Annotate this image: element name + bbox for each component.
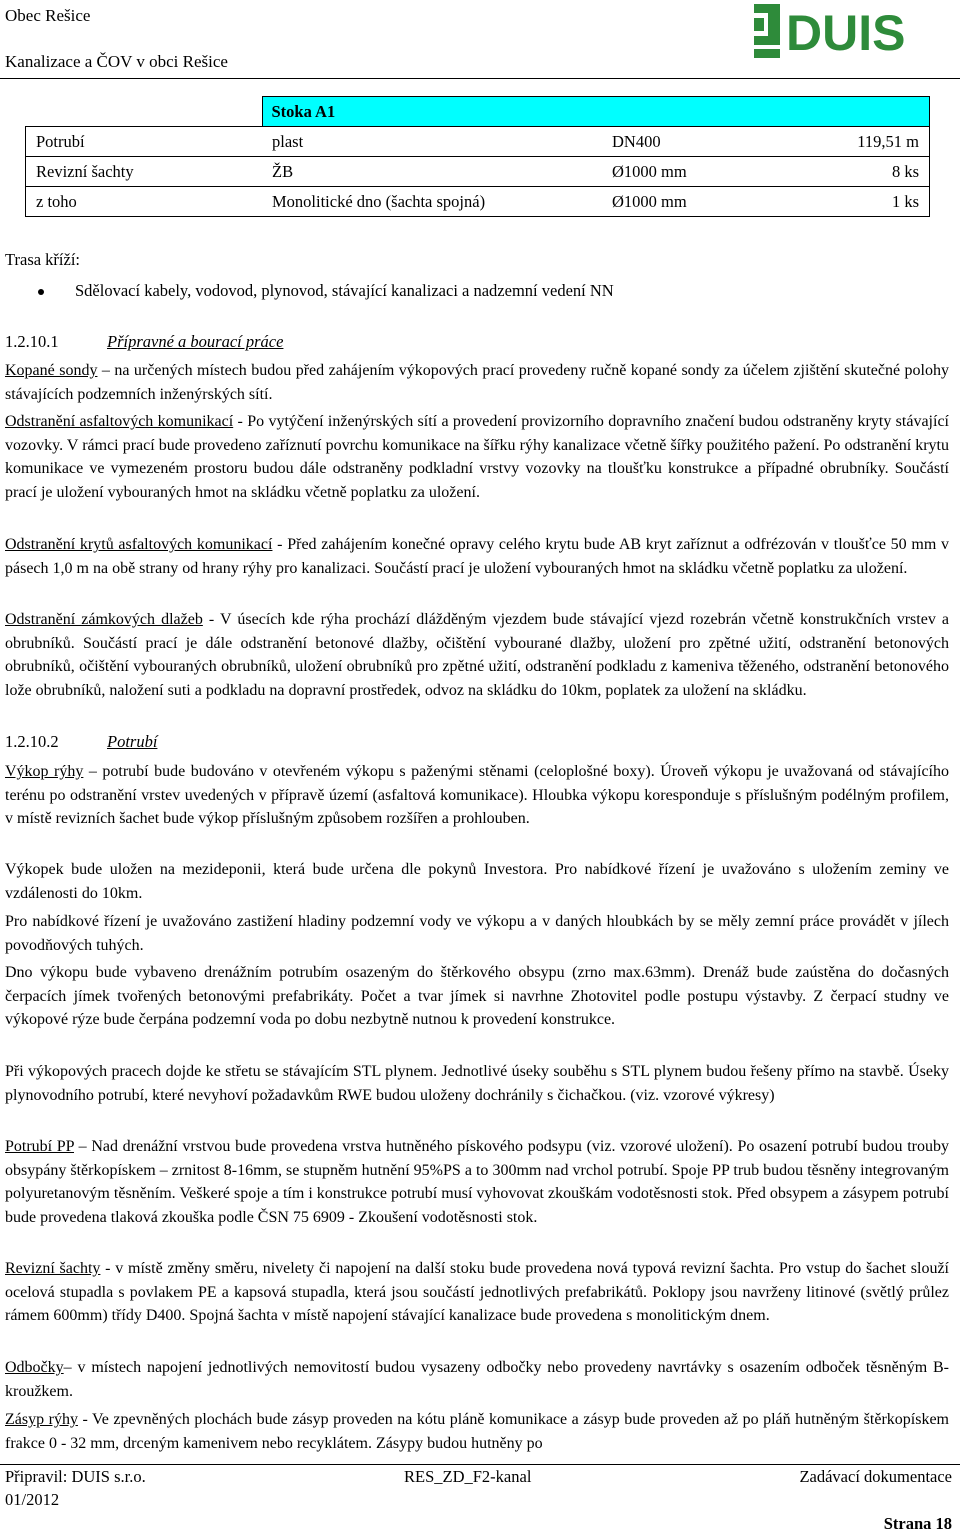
paragraph-podzemni-voda: Pro nabídkové řízení je uvažováno zastižení hladiny podzemní vody ve výkopu a v daných hloubkách by se měly zemní práce provádět v jílech povodňových tuhých. [5, 913, 949, 954]
section-heading-2: 1.2.10.2 Potrubí [5, 732, 158, 751]
duis-logo [754, 4, 948, 58]
header-municipality: Obec Rešice [5, 6, 91, 25]
paragraph-odbocky: Odbočky– v místech napojení jednotlivých nemovitostí budou vysazeny odbočky nebo provedeny navrtávky s osazením odboček těsněným B-kroužkem. [5, 1359, 949, 1400]
paragraph-kryty: Odstranění krytů asfaltových komunikací - Před zahájením konečné opravy celého krytu bude AB kryt zaříznut a odfrézován v tloušťce 50 mm v pásech 1,0 m na obě strany od hrany rýhy pro kanalizaci. Součástí prací je uložení vybouraných hmot na skládku včetně poplatku za uložení. [5, 536, 950, 577]
table-title-row [26, 97, 930, 127]
paragraph-sachty: Revizní šachty - v místě změny směru, nivelety či napojení na další stoku bude provedena nová typová revizní šachta. Pro vstup do šachet slouží ocelová stupadla s povlakem PE a kapsová stupadla, která jsou součástí jednotlivých prefabrikátů. Poklopy jsou navrženy litinové (světlý průlez rámem 600mm) třídy D400. Spojná šachta v místě napojení stávající kanalizace bude provedena s monolitickým dnem. [5, 1260, 949, 1324]
paragraph-drenaz: Dno výkopu bude vybaveno drenážním potrubím osazeným do štěrkového obsypu (zrno max.63mm). Drenáž bude zaústěna do dočasných čerpacích jímek tvořených betonovými prefabrikáty. Počet a tvar jímek si navrhne Zhotovitel podle postupu výstavby. Z čerpací studny ve výkopové rýze bude čerpána podzemní voda po dobu nezbytně nutnou k provedení konstrukce. [5, 964, 949, 1028]
crosses-label: Trasa kříží: [5, 250, 81, 269]
table-title: Stoka A1 [262, 97, 930, 127]
bullet-dot-icon [38, 289, 44, 295]
paragraph-sondy: Kopané sondy – na určených místech budou před zahájením výkopových prací provedeny ručně kopané sondy za účelem zjištění skutečné polohy stávajících podzemních inženýrských sítí. [5, 362, 950, 403]
paragraph-potrubi-pp: Potrubí PP – Nad drenážní vrstvou bude provedena vrstva hutněného pískového podsypu (viz. vzorové uložení). Po osazení potrubí budou trouby obsypány štěrkopískem – zrnitost 8-16mm, se stupněm hutnění 95%PS a to 300mm nad vrchol potrubí. Spoje PP trub budou těsněny integrovaným polyuretanovým těsněním. Veškeré spoje a tím i konstrukce potrubí musí vyhovovat zkouškám vodotěsnosti stok. Před obsypem a zásypem potrubí bude provedena tlaková zkouška podle ČSN 75 6909 - Zkoušení vodotěsnosti stok. [5, 1138, 949, 1226]
footer-doc-type: Zadávací dokumentace [799, 1467, 952, 1486]
paragraph-vykop: Výkop rýhy – potrubí bude budováno v otevřeném výkopu s paženými stěnami (celoplošné boxy). Úroveň výkopu je uvažovaná od stávajícího terénu po odstranění vrstev uvedených v přípravě území (asfaltová komunikace). Hloubka výkopu koresponduje s příslušným podélným profilem, v místě revizních šachet bude výkop příslušným způsobem rozšířen a prohlouben. [5, 763, 949, 827]
paragraph-vykopek: Výkopek bude uložen na mezideponii, která bude určena dle pokynů Investora. Pro nabídkové řízení je uvažováno s uložením zeminy ve vzdálenosti do 10km. [5, 861, 949, 902]
section-heading-1: 1.2.10.1 Přípravné a bourací práce [5, 332, 284, 351]
header-project: Kanalizace a ČOV v obci Rešice [5, 52, 228, 71]
header-rule [0, 78, 960, 79]
footer-date: 01/2012 [5, 1490, 60, 1509]
stoka-table [25, 96, 930, 217]
logo-text: DUIS [786, 5, 906, 58]
footer-author: Připravil: DUIS s.r.o. [5, 1467, 146, 1486]
table-row: Potrubí plast DN400 119,51 m [26, 127, 930, 157]
footer-doc-code: RES_ZD_F2-kanal [404, 1467, 532, 1486]
paragraph-dlazby: Odstranění zámkových dlažeb - V úsecích kde rýha prochází dlážděným vjezdem bude stávající vjezd rozebrán včetně konstrukčních vrstev a obrubníků. Součástí prací je dále odstranění betonové dlažby, očištění vybourané dlažby, uložení pro zpětné užití, odstranění betonových obrubníků, očištění vybouraných obrubníků, uložení obrubníků pro zpětné užití, odstranění podkladu z kameniva těženého, odstranění betonového lože obrubníků, naložení suti a podkladu na dopravní prostředek, odvoz na skládku do 10km, poplatek za uložení na skládku. [5, 611, 950, 699]
document-page: Obec Rešice Kanalizace a ČOV v obci Rešice DUIS Stoka A1 Potrubí plast DN400 119,51 m Revizní šachty ŽB Ø1000 mm 8 ks z toho Monolitické dno (šachta spojná) Ø1000 mm 1 ks Trasa kříží: Sdělovací kabely, vodovod, plynovod, stávající kanalizaci a nadzemní vedení NN 1.2.10.1 Přípravné a bourací práce Kopané sondy – na určených místech budou před zahájením výkopových prací provedeny ručně kopané sondy za účelem zjištění skutečné polohy stávajících podzemních inženýrských sítí. Odstranění asfaltových komunikací - Po vytýčení inženýrských sítí a provedení provizorního dopravního značení budou odstraněny kryty stávající vozovky. V rámci prací bude provedeno zaříznutí povrchu komunikace na šířku rýhy kanalizace včetně šířky použitého pažení. Po odstranění krytu komunikace ve vymezeném prostoru budou dále odstraněny podkladní vrstvy vozovky na tloušťku konstrukce a případné obrubníky. Součástí prací je uložení vybouraných hmot na skládku včetně poplatku za uložení. Odstranění krytů asfaltových komunikací - Před zahájením konečné opravy celého krytu bude AB kryt zaříznut a odfrézován v tloušťce 50 mm v pásech 1,0 m na obě strany od hrany rýhy pro kanalizaci. Součástí prací je uložení vybouraných hmot na skládku včetně poplatku za uložení. Odstranění zámkových dlažeb - V úsecích kde rýha prochází dlážděným vjezdem bude stávající vjezd rozebrán včetně konstrukčních vrstev a obrubníků. Součástí prací je dále odstranění betonové dlažby, očištění vybourané dlažby, uložení pro zpětné užití, odstranění betonových obrubníků, očištění vybouraných obrubníků, uložení obrubníků pro zpětné užití, odstranění podkladu z kameniva těženého, odstranění betonového lože obrubníků, naložení suti a podkladu na dopravní prostředek, odvoz na skládku do 10km, poplatek za uložení na skládku. 1.2.10.2 Potrubí Výkop rýhy – potrubí bude budováno v otevřeném výkopu s paženými stěnami (celoplošné boxy). Úroveň výkopu je uvažovaná od stávajícího terénu po odstranění vrstev uvedených v přípravě území (asfaltová komunikace). Hloubka výkopu koresponduje s příslušným podélným profilem, v místě revizních šachet bude výkop příslušným způsobem rozšířen a prohlouben. Výkopek bude uložen na mezideponii, která bude určena dle pokynů Investora. Pro nabídkové řízení je uvažováno s uložením zeminy ve vzdálenosti do 10km. Pro nabídkové řízení je uvažováno zastižení hladiny podzemní vody ve výkopu a v daných hloubkách by se měly zemní práce provádět v jílech povodňových tuhých. Dno výkopu bude vybaveno drenážním potrubím osazeným do štěrkového obsypu (zrno max.63mm). Drenáž bude zaústěna do dočasných čerpacích jímek tvořených betonovými prefabrikáty. Počet a tvar jímek si navrhne Zhotovitel podle postupu výstavby. Z čerpací studny ve výkopové rýze bude čerpána podzemní voda po dobu nezbytně nutnou k provedení konstrukce. Při výkopových pracech dojde ke střetu se stávajícím STL plynem. Jednotlivé úseky souběhu s STL plynem budou řešeny přímo na stavbě. Úseky plynovodního potrubí, které nevyhoví požadavkům RWE budou uloženy dochránily s čichačkou. (viz. vzorové výkresy) Potrubí PP – Nad drenážní vrstvou bude provedena vrstva hutněného pískového podsypu (viz. vzorové uložení). Po osazení potrubí budou trouby obsypány štěrkopískem – zrnitost 8-16mm, se stupněm hutnění 95%PS a to 300mm nad vrchol potrubí. Spoje PP trub budou těsněny integrovaným polyuretanovým těsněním. Veškeré spoje a tím i konstrukce potrubí musí vyhovovat zkouškám vodotěsnosti stok. Před obsypem a zásypem potrubí bude provedena tlaková zkouška podle ČSN 75 6909 - Zkoušení vodotěsnosti stok. Revizní šachty - v místě změny směru, nivelety či napojení na další stoku bude provedena nová typová revizní šachta. Pro vstup do šachet slouží ocelová stupadla s povlakem PE a kapsová stupadla, která jsou součástí jednotlivých prefabrikátů. Poklopy jsou navrženy litinové (světlý průlez rámem 600mm) třídy D400. Spojná šachta v místě napojení stávající kanalizace bude provedena s monolitickým dnem. Odbočky– v místech napojení jednotlivých nemovitostí budou vysazeny odbočky nebo provedeny navrtávky s osazením odboček těsněným B-kroužkem. Zásyp rýhy - Ve zpevněných plochách bude zásyp proveden na kótu pláně komunikace a zásyp bude proveden až po pláň hutněným štěrkopískem frakce 0 - 32 mm, drceným kamenivem nebo recyklátem. Zásypy budou hutněny po Připravil: DUIS s.r.o. 01/2012 RES_ZD_F2-kanal Zadávací dokumentace Strana 18 [0, 0, 960, 1531]
footer-rule [0, 1464, 960, 1465]
paragraph-plyn: Při výkopových pracech dojde ke střetu se stávajícím STL plynem. Jednotlivé úseky souběhu s STL plynem budou řešeny přímo na stavbě. Úseky plynovodního potrubí, které nevyhoví požadavkům RWE budou uloženy dochránily s čichačkou. (viz. vzorové výkresy) [5, 1063, 949, 1104]
page-number: Strana 18 [883, 1514, 952, 1533]
table-row: z toho Monolitické dno (šachta spojná) Ø1000 mm 1 ks [26, 187, 930, 217]
paragraph-zasyp: Zásyp rýhy - Ve zpevněných plochách bude zásyp proveden na kótu pláně komunikace a zásyp bude proveden až po pláň hutněným štěrkopískem frakce 0 - 32 mm, drceným kamenivem nebo recyklátem. Zásypy budou hutněny po [5, 1411, 949, 1452]
table-row: Revizní šachty ŽB Ø1000 mm 8 ks [26, 157, 930, 187]
paragraph-asfalt: Odstranění asfaltových komunikací - Po vytýčení inženýrských sítí a provedení provizorního dopravního značení budou odstraněny kryty stávající vozovky. V rámci prací bude provedeno zaříznutí povrchu komunikace na šířku rýhy kanalizace včetně šířky použitého pažení. Po odstranění krytu komunikace ve vymezeném prostoru budou dále odstraněny podkladní vrstvy vozovky na tloušťku konstrukce a případné obrubníky. Součástí prací je uložení vybouraných hmot na skládku včetně poplatku za uložení. [5, 413, 949, 501]
